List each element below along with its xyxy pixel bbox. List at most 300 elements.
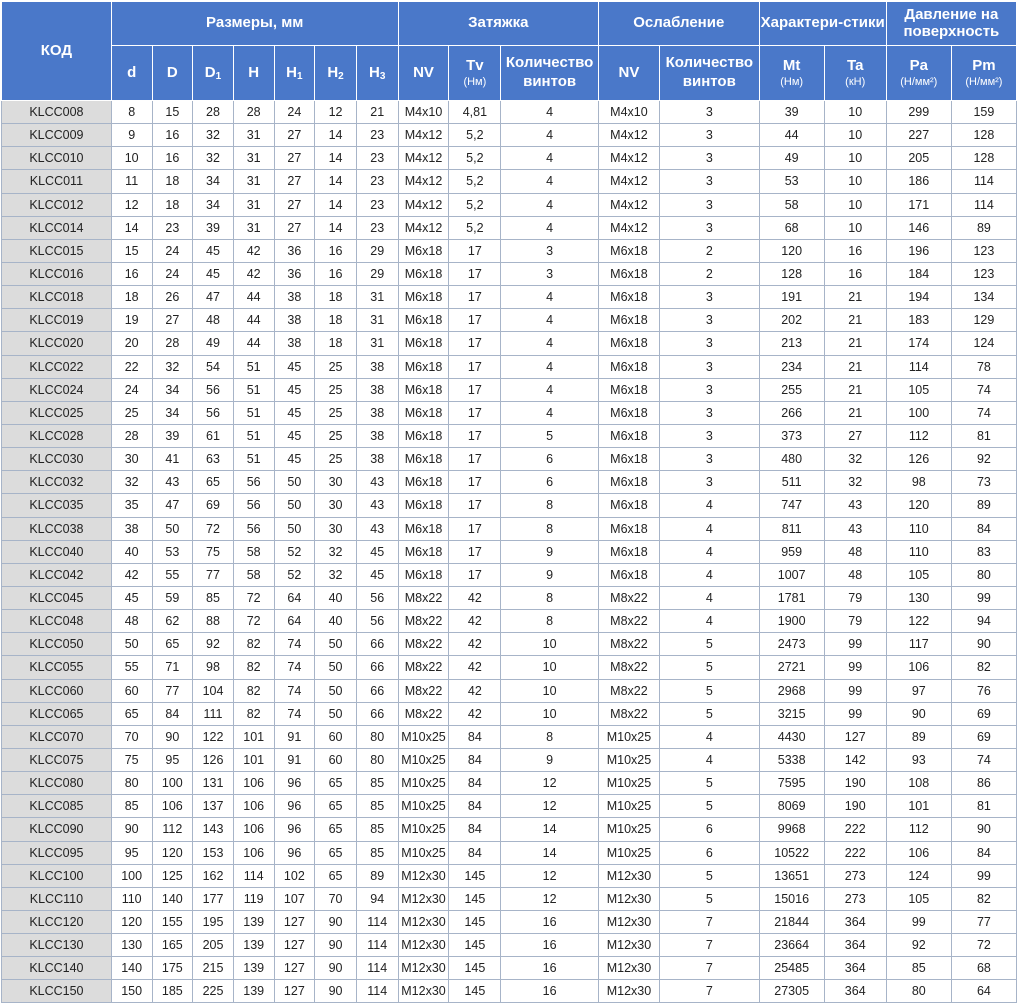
table-cell: 58 <box>233 563 274 586</box>
table-cell: 36 <box>274 262 315 285</box>
table-cell: 106 <box>233 818 274 841</box>
table-cell: 190 <box>824 772 886 795</box>
table-cell: 94 <box>951 610 1016 633</box>
cell-code: KLCC050 <box>2 633 112 656</box>
table-cell: 82 <box>233 633 274 656</box>
table-cell: 23 <box>356 170 398 193</box>
table-cell: M6x18 <box>398 355 449 378</box>
table-cell: 7595 <box>759 772 824 795</box>
table-cell: 4 <box>501 193 599 216</box>
table-row <box>2 818 1017 841</box>
table-cell: 16 <box>111 262 152 285</box>
table-cell: 74 <box>274 679 315 702</box>
cell-code: KLCC150 <box>2 980 112 1003</box>
table-cell: M6x18 <box>598 239 659 262</box>
table-cell: 30 <box>111 448 152 471</box>
table-cell: 91 <box>274 748 315 771</box>
table-cell: 24 <box>274 101 315 124</box>
table-cell: 102 <box>274 864 315 887</box>
table-cell: 99 <box>951 864 1016 887</box>
table-row <box>2 864 1017 887</box>
table-cell: 4 <box>501 401 599 424</box>
table-cell: 65 <box>315 795 357 818</box>
table-cell: 123 <box>951 239 1016 262</box>
table-cell: 100 <box>152 772 193 795</box>
table-row <box>2 471 1017 494</box>
table-cell: 24 <box>152 262 193 285</box>
table-row <box>2 378 1017 401</box>
table-cell: 21 <box>824 332 886 355</box>
table-cell: 85 <box>886 957 951 980</box>
table-cell: 74 <box>274 633 315 656</box>
table-cell: 9 <box>501 563 599 586</box>
table-cell: 19 <box>111 309 152 332</box>
table-row <box>2 563 1017 586</box>
table-row <box>2 795 1017 818</box>
table-cell: 35 <box>111 494 152 517</box>
table-cell: 86 <box>951 772 1016 795</box>
table-cell: 127 <box>274 910 315 933</box>
table-cell: 84 <box>449 818 501 841</box>
table-cell: 82 <box>233 702 274 725</box>
table-cell: M8x22 <box>398 586 449 609</box>
table-cell: 4 <box>501 101 599 124</box>
table-cell: 31 <box>356 309 398 332</box>
cell-code: KLCC090 <box>2 818 112 841</box>
table-row <box>2 494 1017 517</box>
table-row <box>2 286 1017 309</box>
table-cell: 64 <box>274 586 315 609</box>
table-cell: 70 <box>111 725 152 748</box>
table-cell: 186 <box>886 170 951 193</box>
table-cell: 66 <box>356 656 398 679</box>
table-row <box>2 448 1017 471</box>
cell-code: KLCC060 <box>2 679 112 702</box>
table-cell: M4x10 <box>598 101 659 124</box>
table-cell: 185 <box>152 980 193 1003</box>
table-cell: M4x12 <box>398 193 449 216</box>
table-cell: M6x18 <box>398 239 449 262</box>
table-cell: 9 <box>501 540 599 563</box>
table-cell: 42 <box>449 702 501 725</box>
table-cell: 30 <box>315 517 357 540</box>
table-cell: 114 <box>356 934 398 957</box>
table-cell: 79 <box>824 610 886 633</box>
table-cell: 6 <box>659 841 759 864</box>
cell-code: KLCC012 <box>2 193 112 216</box>
table-cell: 17 <box>449 401 501 424</box>
table-cell: M8x22 <box>598 633 659 656</box>
cell-code: KLCC035 <box>2 494 112 517</box>
table-cell: 153 <box>193 841 234 864</box>
table-cell: 69 <box>951 725 1016 748</box>
table-cell: 373 <box>759 424 824 447</box>
table-cell: 30 <box>315 494 357 517</box>
table-cell: M6x18 <box>398 378 449 401</box>
cell-code: KLCC030 <box>2 448 112 471</box>
table-cell: 59 <box>152 586 193 609</box>
table-cell: 225 <box>193 980 234 1003</box>
table-cell: 43 <box>152 471 193 494</box>
table-cell: 44 <box>759 124 824 147</box>
table-cell: 31 <box>233 170 274 193</box>
table-cell: 5 <box>659 679 759 702</box>
table-cell: M6x18 <box>598 540 659 563</box>
cell-code: KLCC025 <box>2 401 112 424</box>
table-cell: 21 <box>824 378 886 401</box>
table-cell: 4 <box>659 494 759 517</box>
table-cell: 93 <box>886 748 951 771</box>
table-cell: 227 <box>886 124 951 147</box>
table-cell: 4 <box>501 286 599 309</box>
table-cell: 120 <box>759 239 824 262</box>
table-cell: M4x12 <box>398 147 449 170</box>
table-cell: M6x18 <box>598 309 659 332</box>
cell-code: KLCC085 <box>2 795 112 818</box>
cell-code: KLCC010 <box>2 147 112 170</box>
table-cell: 74 <box>951 401 1016 424</box>
header-col-nv-tightening: NV <box>398 46 449 101</box>
table-cell: 101 <box>233 748 274 771</box>
table-cell: 42 <box>449 633 501 656</box>
table-cell: 174 <box>886 332 951 355</box>
table-cell: 12 <box>501 795 599 818</box>
table-cell: 27 <box>824 424 886 447</box>
table-cell: 49 <box>759 147 824 170</box>
cell-code: KLCC075 <box>2 748 112 771</box>
table-cell: 43 <box>356 494 398 517</box>
table-cell: M6x18 <box>598 424 659 447</box>
table-cell: 6 <box>501 471 599 494</box>
cell-code: KLCC065 <box>2 702 112 725</box>
table-cell: M10x25 <box>398 795 449 818</box>
table-cell: 4 <box>501 309 599 332</box>
table-cell: 83 <box>951 540 1016 563</box>
table-cell: 43 <box>824 517 886 540</box>
table-cell: 99 <box>886 910 951 933</box>
cell-code: KLCC015 <box>2 239 112 262</box>
table-row <box>2 517 1017 540</box>
table-cell: 100 <box>111 864 152 887</box>
table-cell: 10 <box>824 193 886 216</box>
table-cell: 3 <box>659 147 759 170</box>
table-cell: 112 <box>886 818 951 841</box>
table-cell: 5 <box>501 424 599 447</box>
table-cell: 84 <box>152 702 193 725</box>
table-cell: 65 <box>111 702 152 725</box>
table-cell: 50 <box>274 471 315 494</box>
table-cell: 71 <box>152 656 193 679</box>
table-cell: 18 <box>152 193 193 216</box>
table-cell: 96 <box>274 841 315 864</box>
table-row <box>2 101 1017 124</box>
table-cell: 127 <box>824 725 886 748</box>
table-row <box>2 124 1017 147</box>
table-cell: 137 <box>193 795 234 818</box>
table-cell: 3215 <box>759 702 824 725</box>
table-cell: 120 <box>886 494 951 517</box>
table-cell: 68 <box>759 216 824 239</box>
table-cell: 196 <box>886 239 951 262</box>
header-col-H2: $H_2$ <box>315 46 357 101</box>
table-cell: M6x18 <box>398 471 449 494</box>
table-cell: 43 <box>824 494 886 517</box>
table-cell: 5 <box>659 772 759 795</box>
table-cell: 97 <box>886 679 951 702</box>
table-cell: 53 <box>759 170 824 193</box>
table-body <box>2 101 1017 1003</box>
table-cell: 84 <box>449 795 501 818</box>
table-cell: 49 <box>193 332 234 355</box>
table-cell: 12 <box>501 772 599 795</box>
spec-table <box>1 1 1017 1003</box>
table-cell: 14 <box>315 147 357 170</box>
table-cell: 480 <box>759 448 824 471</box>
table-row <box>2 748 1017 771</box>
table-cell: 38 <box>356 424 398 447</box>
table-row <box>2 332 1017 355</box>
table-cell: 123 <box>951 262 1016 285</box>
table-cell: M12x30 <box>398 864 449 887</box>
table-cell: 36 <box>274 239 315 262</box>
table-cell: 114 <box>951 170 1016 193</box>
table-cell: 52 <box>274 540 315 563</box>
header-col-mt: Mt (Нм) <box>759 46 824 101</box>
table-cell: 90 <box>315 980 357 1003</box>
cell-code: KLCC110 <box>2 887 112 910</box>
table-cell: 143 <box>193 818 234 841</box>
table-row <box>2 633 1017 656</box>
table-cell: 127 <box>274 980 315 1003</box>
table-cell: 56 <box>356 610 398 633</box>
table-cell: M12x30 <box>598 887 659 910</box>
table-cell: 24 <box>152 239 193 262</box>
table-cell: 92 <box>193 633 234 656</box>
table-cell: 15 <box>111 239 152 262</box>
table-cell: 80 <box>356 748 398 771</box>
table-cell: 77 <box>951 910 1016 933</box>
table-cell: 38 <box>274 309 315 332</box>
table-cell: 105 <box>886 887 951 910</box>
table-cell: M12x30 <box>398 887 449 910</box>
table-cell: M6x18 <box>598 262 659 285</box>
table-cell: 81 <box>951 795 1016 818</box>
table-cell: 96 <box>274 795 315 818</box>
table-cell: 17 <box>449 239 501 262</box>
table-cell: 78 <box>951 355 1016 378</box>
table-cell: 3 <box>659 309 759 332</box>
table-cell: 50 <box>315 656 357 679</box>
table-cell: M10x25 <box>398 841 449 864</box>
table-cell: M6x18 <box>398 563 449 586</box>
table-cell: 364 <box>824 934 886 957</box>
table-cell: 8 <box>501 517 599 540</box>
table-cell: 51 <box>233 378 274 401</box>
table-cell: 45 <box>193 239 234 262</box>
table-cell: 99 <box>824 679 886 702</box>
table-cell: 48 <box>824 563 886 586</box>
table-cell: 128 <box>951 147 1016 170</box>
table-cell: 84 <box>951 841 1016 864</box>
table-cell: 18 <box>315 286 357 309</box>
table-cell: 131 <box>193 772 234 795</box>
table-cell: 27305 <box>759 980 824 1003</box>
table-cell: 39 <box>193 216 234 239</box>
table-cell: 32 <box>315 540 357 563</box>
table-cell: 42 <box>233 262 274 285</box>
header-col-H1: $H_1$ <box>274 46 315 101</box>
table-cell: 65 <box>315 841 357 864</box>
table-cell: 145 <box>449 887 501 910</box>
table-cell: 4 <box>659 725 759 748</box>
table-cell: 55 <box>111 656 152 679</box>
table-cell: 106 <box>233 795 274 818</box>
table-cell: 10 <box>501 702 599 725</box>
table-cell: M4x12 <box>598 193 659 216</box>
table-cell: 96 <box>274 772 315 795</box>
table-cell: 273 <box>824 887 886 910</box>
table-cell: M6x18 <box>398 448 449 471</box>
table-cell: 139 <box>233 957 274 980</box>
table-row <box>2 934 1017 957</box>
table-cell: 74 <box>951 378 1016 401</box>
table-cell: 106 <box>233 772 274 795</box>
table-cell: 6 <box>659 818 759 841</box>
table-cell: 47 <box>193 286 234 309</box>
table-cell: 4 <box>659 586 759 609</box>
table-cell: 106 <box>152 795 193 818</box>
table-cell: 99 <box>824 656 886 679</box>
table-cell: 3 <box>659 170 759 193</box>
table-cell: 18 <box>152 170 193 193</box>
table-cell: 99 <box>951 586 1016 609</box>
table-cell: 10 <box>501 633 599 656</box>
table-cell: 17 <box>449 286 501 309</box>
table-cell: 4 <box>659 748 759 771</box>
table-cell: 50 <box>111 633 152 656</box>
table-cell: 15 <box>152 101 193 124</box>
table-cell: 17 <box>449 563 501 586</box>
table-cell: 3 <box>659 101 759 124</box>
table-cell: 92 <box>951 448 1016 471</box>
table-cell: 64 <box>274 610 315 633</box>
table-row <box>2 170 1017 193</box>
table-cell: M12x30 <box>398 934 449 957</box>
table-cell: 31 <box>233 124 274 147</box>
table-cell: 44 <box>233 309 274 332</box>
table-cell: 32 <box>152 355 193 378</box>
table-cell: 96 <box>274 818 315 841</box>
table-cell: 25485 <box>759 957 824 980</box>
header-col-pa: Pa (Н/мм²) <box>886 46 951 101</box>
table-cell: 17 <box>449 540 501 563</box>
table-cell: 3 <box>659 193 759 216</box>
table-cell: 139 <box>233 934 274 957</box>
table-cell: M4x12 <box>398 216 449 239</box>
table-cell: 99 <box>824 633 886 656</box>
table-cell: 42 <box>449 586 501 609</box>
table-cell: 184 <box>886 262 951 285</box>
table-cell: 38 <box>111 517 152 540</box>
table-cell: 106 <box>886 841 951 864</box>
table-cell: M8x22 <box>398 633 449 656</box>
table-cell: 194 <box>886 286 951 309</box>
table-cell: M6x18 <box>398 332 449 355</box>
table-cell: 5 <box>659 887 759 910</box>
table-cell: 117 <box>886 633 951 656</box>
table-cell: 4 <box>659 517 759 540</box>
table-cell: 65 <box>315 772 357 795</box>
table-cell: 126 <box>886 448 951 471</box>
table-cell: 21 <box>824 355 886 378</box>
table-cell: 84 <box>449 725 501 748</box>
table-cell: 20 <box>111 332 152 355</box>
table-cell: 72 <box>233 586 274 609</box>
table-cell: 205 <box>193 934 234 957</box>
table-cell: 3 <box>659 448 759 471</box>
table-cell: 80 <box>111 772 152 795</box>
table-cell: 51 <box>233 355 274 378</box>
header-col-H: H <box>233 46 274 101</box>
table-cell: 25 <box>315 355 357 378</box>
table-cell: 48 <box>193 309 234 332</box>
table-row <box>2 309 1017 332</box>
table-row <box>2 355 1017 378</box>
table-cell: 56 <box>193 401 234 424</box>
table-cell: 23 <box>152 216 193 239</box>
table-cell: M8x22 <box>598 610 659 633</box>
table-row <box>2 980 1017 1003</box>
cell-code: KLCC140 <box>2 957 112 980</box>
table-cell: 14 <box>501 841 599 864</box>
table-cell: 8069 <box>759 795 824 818</box>
table-cell: 16 <box>315 239 357 262</box>
cell-code: KLCC045 <box>2 586 112 609</box>
table-cell: 51 <box>233 424 274 447</box>
table-cell: 13651 <box>759 864 824 887</box>
table-cell: 50 <box>274 494 315 517</box>
table-cell: 10 <box>501 656 599 679</box>
table-cell: 17 <box>449 378 501 401</box>
table-cell: 4 <box>501 170 599 193</box>
table-cell: M8x22 <box>598 586 659 609</box>
table-cell: M6x18 <box>598 494 659 517</box>
table-cell: 14 <box>315 124 357 147</box>
table-cell: 145 <box>449 910 501 933</box>
table-cell: 90 <box>111 818 152 841</box>
table-cell: 81 <box>951 424 1016 447</box>
table-cell: 108 <box>886 772 951 795</box>
table-cell: M4x12 <box>598 124 659 147</box>
table-cell: 4 <box>501 355 599 378</box>
table-cell: 94 <box>356 887 398 910</box>
table-cell: 5338 <box>759 748 824 771</box>
table-cell: 25 <box>111 401 152 424</box>
table-cell: M10x25 <box>598 795 659 818</box>
table-cell: 7 <box>659 957 759 980</box>
table-cell: 5,2 <box>449 216 501 239</box>
cell-code: KLCC019 <box>2 309 112 332</box>
cell-code: KLCC038 <box>2 517 112 540</box>
table-cell: 2721 <box>759 656 824 679</box>
table-cell: 61 <box>193 424 234 447</box>
table-cell: 66 <box>356 702 398 725</box>
table-cell: 27 <box>274 216 315 239</box>
table-cell: 21 <box>824 286 886 309</box>
table-cell: 38 <box>356 448 398 471</box>
table-cell: 183 <box>886 309 951 332</box>
table-cell: M6x18 <box>398 424 449 447</box>
